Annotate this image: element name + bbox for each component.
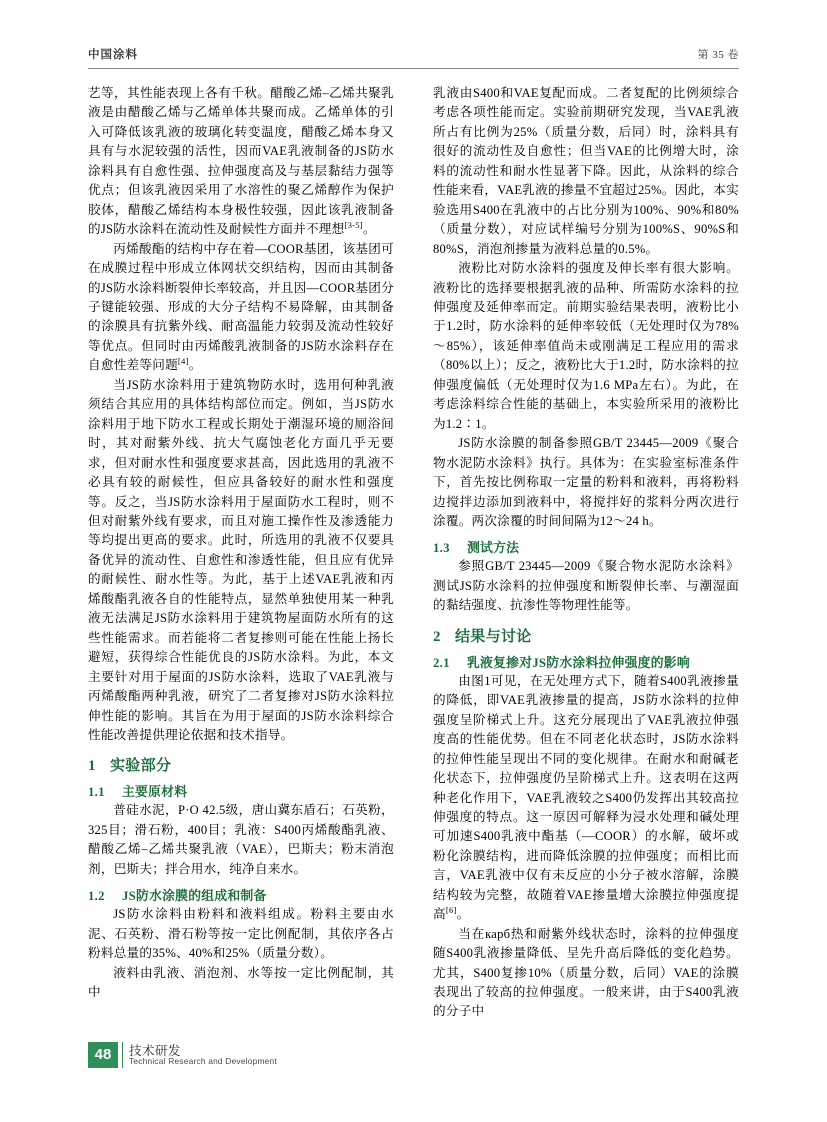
- section-heading-1: [88, 754, 394, 775]
- paragraph: 乳液由S400和VAE复配而成。二者复配的比例须综合考虑各项性能而定。实验前期研究发现，当VAE乳液所占有比例为25%（质量分数，后同）时，涂料具有很好的流动性及自愈性；但当VAE的比例增大时，涂料的流动性和耐水性显著下降。因此，从涂料的综合性能来看，VAE乳液的掺量不宜超过25%。因此，本实验选用S400在乳液中的占比分别为100%、90%和80%（质量分数），对应试样编号分别为100%S、90%S和80%S，消泡剂掺量为液料总量的0.5%。: [433, 86, 739, 256]
- left-column: [88, 84, 394, 1002]
- subsection-number: 1.1: [88, 785, 105, 800]
- paragraph: 液粉比对防水涂料的强度及伸长率有很大影响。液粉比的选择要根据乳液的品种、所需防水涂料的拉伸强度及延伸率而定。前期实验结果表明，液粉比小于1.2时，防水涂料的延伸率较低（无处理时仅为78%～85%），该延伸率值尚未或刚满足工程应用的需求（80%以上）；反之，液粉比大于1.2时，防水涂料的拉伸强度偏低（无处理时仅为1.6 MPa左右）。为此，在考虑涂料综合性能的基础上，本实验所采用的液粉比为1.2∶1。: [433, 261, 739, 431]
- section-title: 结果与讨论: [455, 628, 532, 645]
- paragraph: 液料由乳液、消泡剂、水等按一定比例配制，其中: [88, 965, 394, 1000]
- paragraph-text: 丙烯酸酯的结构中存在着—COOR基团，该基团可在成膜过程中形成立体网状交织结构，因而由其制备的JS防水涂料断裂伸长率较高，并且因—COOR基团分子键能较强、形成的大分子结构不易降解，由其制备的涂膜具有抗紫外线、耐高温能力较弱及流动性较好等优点。但同时由丙烯酸乳液制备的JS防水涂料存在自愈性差等问题: [88, 241, 394, 373]
- subsection-number: 1.3: [433, 541, 450, 556]
- subsection-title: 主要原材料: [122, 785, 188, 800]
- right-column: [433, 84, 739, 1022]
- reference-mark: [6]: [445, 905, 457, 916]
- subsection-heading-1-1: [88, 781, 394, 800]
- reference-mark: [3-5]: [344, 219, 363, 230]
- section-number: 2: [433, 628, 441, 645]
- footer-divider: [122, 1042, 123, 1068]
- page-footer: [88, 1042, 739, 1076]
- reference-mark: [4]: [177, 356, 189, 367]
- subsection-title: 测试方法: [467, 541, 520, 556]
- section-title: 实验部分: [110, 758, 172, 775]
- section-heading-2: [433, 625, 739, 646]
- paragraph: 当JS防水涂料用于建筑物防水时，选用何种乳液须结合其应用的具体结构部位而定。例如，当JS防水涂料用于地下防水工程或长期处于潮湿环境的厕浴间时，其对耐紫外线、抗大气腐蚀老化方面几乎无要求，但对耐水性和强度要求甚高，因此选用的乳液不必具有较的耐候性，但应具备较好的耐水性和强度等。反之，当JS防水涂料用于屋面防水工程时，则不但对耐紫外线有要求，而且对施工操作性及渗透能力等均提出更高的要求。此时，所选用的乳液不仅要具备优异的流动性、自愈性和渗透性能，但且应有优异的耐候性、耐水性等。为此，基于上述VAE乳液和丙烯酸酯乳液各自的性能特点，显然单独使用某一种乳液无法满足JS防水涂料用于建筑物屋面防水所有的这些性能需求。而若能将二者复掺则可能在性能上扬长避短，获得综合性能优良的JS防水涂料。为此，本文主要针对用于屋面的JS防水涂料，选取了VAE乳液与丙烯酸酯两种乳液，研究了二者复掺对JS防水涂料拉伸性能的影响。其旨在为用于屋面的JS防水涂料综合性能改善提供理论依据和技术指导。: [88, 377, 394, 742]
- volume-label: 第 35 卷: [697, 49, 739, 61]
- page-number: 48: [88, 1042, 118, 1068]
- footer-section-cn: 技术研发: [129, 1044, 182, 1058]
- paragraph: 丙烯酸酯的结构中存在着—COOR基团，该基团可在成膜过程中形成立体网状交织结构，因而由其制备的JS防水涂料断裂伸长率较高，并且因—COOR基团分子键能较强、形成的大分子结构不易降解，由其制备的涂膜具有抗紫外线、耐高温能力较弱及流动性较好等优点。但同时由丙烯酸乳液制备的JS防水涂料存在自愈性差等问题[4]。: [88, 241, 394, 373]
- journal-title: 中国涂料: [88, 49, 138, 61]
- paragraph: 由图1可见，在无处理方式下，随着S400乳液掺量的降低，即VAE乳液掺量的提高，JS防水涂料的拉伸强度呈阶梯式上升。这充分展现出了VAE乳液拉伸强度高的性能优势。但在不同老化状态时，JS防水涂料的拉伸性能呈现出不同的变化规律。在耐水和耐碱老化状态下，拉伸强度仍呈阶梯式上升。这表明在这两种老化作用下，VAE乳液较之S400仍发挥出其较高拉伸强度的特点。这一原因可解释为浸水处理和碱处理可加速S400乳液中酯基（—COOR）的水解，破坏或粉化涂膜结构，进而降低涂膜的拉伸强度；而相比而言，VAE乳液中仅有未反应的小分子被水溶解，涂膜结构较为完整，故随着VAE掺量增大涂膜拉伸强度提高[6]。: [433, 673, 739, 922]
- paragraph: 普硅水泥，P·O 42.5级，唐山冀东盾石；石英粉，325目；滑石粉，400目；乳液：S400丙烯酸酯乳液、醋酸乙烯–乙烯共聚乳液（VAE），巴斯夫；粉末消泡剂，巴斯夫；拌合用水，纯净自来水。: [88, 803, 394, 876]
- two-column-body: [88, 84, 739, 1044]
- paragraph: JS防水涂膜的制备参照GB/T 23445—2009《聚合物水泥防水涂料》执行。具体为：在实验室标准条件下，首先按比例称取一定量的粉料和液料，再将粉料边搅拌边添加到液料中，将搅拌好的浆料分两次进行涂覆。两次涂覆的时间间隔为12～24 h。: [433, 436, 739, 528]
- subsection-number: 1.2: [88, 889, 105, 904]
- subsection-number: 2.1: [433, 655, 450, 670]
- footer-section-en: Technical Research and Development: [129, 1056, 277, 1066]
- subsection-title: JS防水涂膜的组成和制备: [122, 889, 267, 904]
- paragraph: JS防水涂料由粉料和液料组成。粉料主要由水泥、石英粉、滑石粉等按一定比例配制，其依序各占粉料总量的35%、40%和25%（质量分数）。: [88, 907, 394, 961]
- header-divider: [88, 68, 739, 69]
- paragraph: 当在карб热和耐紫外线状态时，涂料的拉伸强度随S400乳液掺量降低、呈先升高后降低的变化趋势。尤其，S400复掺10%（质量分数，后同）VAE的涂膜表现出了较高的拉伸强度。一般来讲，由于S400乳液的分子中: [433, 926, 739, 1019]
- subsection-title: 乳液复掺对JS防水涂料拉伸强度的影响: [467, 655, 690, 670]
- paragraph: 参照GB/T 23445—2009《聚合物水泥防水涂料》测试JS防水涂料的拉伸强度和断裂伸长率、与潮湿面的黏结强度、抗渗性等物理性能等。: [433, 559, 739, 613]
- paragraph-text: 艺等，其性能表现上各有千秋。醋酸乙烯–乙烯共聚乳液是由醋酸乙烯与乙烯单体共聚而成。乙烯单体的引入可降低该乳液的玻璃化转变温度，醋酸乙烯本身又具有与水泥较强的活性，因而VAE乳液制备的JS防水涂料具有自愈性强、拉伸强度高及与基层黏结力强等优点；但该乳液因采用了水溶性的聚乙烯醇作为保护胶体，醋酸乙烯结构本身极性较强，因此该乳液制备的JS防水涂料在流动性及耐候性方面并不理想: [88, 86, 394, 237]
- subsection-heading-1-3: [433, 537, 739, 556]
- subsection-heading-1-2: [88, 885, 394, 904]
- subsection-heading-2-1: [433, 652, 739, 671]
- paragraph-text: 由图1可见，在无处理方式下，随着S400乳液掺量的降低，即VAE乳液掺量的提高，JS防水涂料的拉伸强度呈阶梯式上升。这充分展现出了VAE乳液拉伸强度高的性能优势。但在不同老化状态时，JS防水涂料的拉伸性能呈现出不同的变化规律。在耐水和耐碱老化状态下，拉伸强度仍呈阶梯式上升。这表明在这两种老化作用下，VAE乳液较之S400仍发挥出其较高拉伸强度的特点。这一原因可解释为浸水处理和碱处理可加速S400乳液中酯基（—COOR）的水解，破坏或粉化涂膜结构，进而降低涂膜的拉伸强度；而相比而言，VAE乳液中仅有未反应的小分子被水溶解，涂膜结构较为完整，故随着VAE掺量增大涂膜拉伸强度提高: [433, 673, 739, 922]
- paragraph: 艺等，其性能表现上各有千秋。醋酸乙烯–乙烯共聚乳液是由醋酸乙烯与乙烯单体共聚而成。乙烯单体的引入可降低该乳液的玻璃化转变温度，醋酸乙烯本身又具有与水泥较强的活性，因而VAE乳液制备的JS防水涂料具有自愈性强、拉伸强度高及与基层黏结力强等优点；但该乳液因采用了水溶性的聚乙烯醇作为保护胶体，醋酸乙烯结构本身极性较强，因此该乳液制备的JS防水涂料在流动性及耐候性方面并不理想[3-5]。: [88, 86, 394, 237]
- running-head: [0, 44, 827, 68]
- section-number: 1: [88, 758, 96, 775]
